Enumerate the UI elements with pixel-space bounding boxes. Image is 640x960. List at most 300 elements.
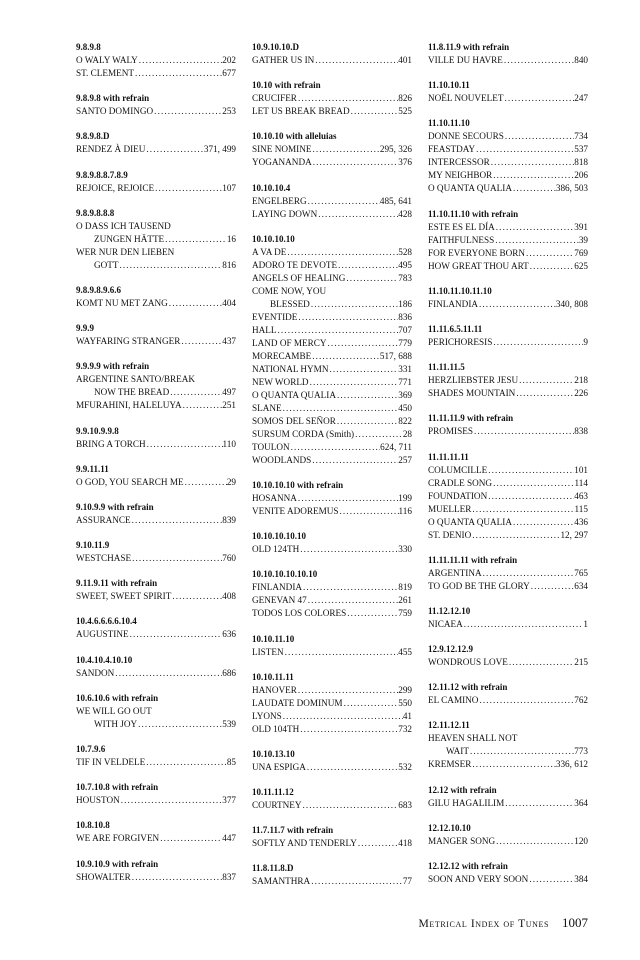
tune-entry: [252, 259, 412, 272]
hymn-number: 261: [398, 595, 412, 606]
hymn-number: 186: [398, 298, 412, 309]
dot-leader: [336, 389, 398, 402]
dot-leader: [171, 590, 222, 603]
meter-heading: 9.8.9.8.8.8: [76, 207, 115, 218]
dot-leader: [297, 684, 398, 697]
tune-name: O QUANTA QUALIA: [252, 389, 336, 400]
dot-leader: [504, 130, 574, 143]
meter-heading: 10.10.13.10: [252, 748, 295, 759]
meter-group: [76, 743, 236, 769]
dot-leader: [131, 871, 222, 884]
tune-entry: [428, 247, 588, 260]
dot-leader: [343, 697, 399, 710]
tune-name: BRING A TORCH: [76, 438, 146, 449]
tune-entry: [76, 335, 236, 348]
tune-name: OLD 124TH: [252, 544, 300, 555]
hymn-number: 115: [574, 503, 588, 514]
meter-group: [428, 784, 588, 810]
tune-entry: [252, 105, 412, 118]
tune-name: KOMT NU MET ZANG: [76, 297, 168, 308]
tune-entry: [252, 837, 412, 850]
meter-group: [76, 41, 236, 80]
meter-group: [252, 568, 412, 620]
tune-entry: [76, 552, 236, 565]
tune-name: ASSURANCE: [76, 514, 131, 525]
meter-heading: 10.8.10.8: [76, 820, 110, 831]
hymn-number: 218: [574, 375, 588, 386]
tune-entry: [252, 875, 412, 888]
tune-name: RENDEZ À DIEU: [76, 144, 146, 155]
tune-name: NEW WORLD: [252, 376, 309, 387]
dot-leader: [297, 492, 398, 505]
dot-leader: [504, 797, 574, 810]
tune-entry: [76, 756, 236, 769]
section-title: Metrical Index of Tunes: [418, 917, 550, 930]
dot-leader: [311, 143, 379, 156]
tune-entry: [428, 580, 588, 593]
meter-group: [76, 539, 236, 565]
tune-entry: [252, 581, 412, 594]
dot-leader: [490, 156, 574, 169]
tune-name: ARGENTINE SANTO/BREAK: [76, 374, 196, 385]
tune-name: NATIONAL HYMN: [252, 363, 329, 374]
tune-name: DONNE SECOURS: [428, 131, 504, 142]
meter-group: [76, 169, 236, 195]
tune-entry: [252, 543, 412, 556]
hymn-number: 401: [398, 55, 412, 65]
hymn-number: 819: [398, 582, 412, 593]
page-number: 1007: [562, 915, 588, 930]
dot-leader: [297, 311, 398, 324]
tune-entry: [428, 529, 588, 542]
dot-leader: [306, 761, 398, 774]
meter-group: [76, 858, 236, 884]
dot-leader: [134, 67, 222, 80]
tune-entry: [252, 92, 412, 105]
tune-name: COURTNEY: [252, 800, 302, 811]
tune-entry: [252, 428, 412, 441]
tune-name: WE ARE FORGIVEN: [76, 833, 160, 844]
meter-heading: 10.10.10.10.10.10: [252, 569, 318, 580]
tune-entry: [76, 373, 236, 386]
hymn-number: 404: [222, 297, 236, 308]
dot-leader: [463, 618, 584, 631]
tune-entry: [76, 220, 236, 233]
hymn-number: 447: [222, 833, 236, 844]
tune-name: OLD 104TH: [252, 723, 300, 734]
tune-name: WER NUR DEN LIEBEN: [76, 246, 175, 257]
dot-leader: [487, 464, 574, 477]
tune-entry: [252, 337, 412, 350]
hymn-number: 336, 612: [555, 759, 588, 770]
tune-name: FOUNDATION: [428, 490, 488, 501]
dot-leader: [487, 490, 574, 503]
hymn-number: 340, 808: [555, 298, 588, 309]
hymn-number: 41: [402, 710, 412, 721]
meter-group: [428, 117, 588, 195]
dot-leader: [525, 247, 574, 260]
meter-group: [252, 748, 412, 774]
hymn-number: 624, 711: [380, 441, 412, 452]
hymn-number: 822: [398, 415, 412, 426]
hymn-number: 253: [222, 106, 236, 117]
tune-entry: [428, 567, 588, 580]
hymn-number: 371, 499: [203, 144, 236, 155]
tune-entry: [428, 92, 588, 105]
dot-leader: [478, 694, 574, 707]
tune-entry: [428, 374, 588, 387]
tune-entry: [252, 376, 412, 389]
dot-leader: [182, 399, 223, 412]
hymn-number: 779: [398, 337, 412, 348]
dot-leader: [284, 646, 399, 659]
hymn-number: 29: [226, 476, 236, 487]
tune-name: MORECAMBE: [252, 350, 312, 361]
dot-leader: [495, 835, 574, 848]
meter-group: [76, 360, 236, 412]
hymn-number: 377: [222, 795, 236, 806]
tune-entry: [252, 646, 412, 659]
tune-name: SHOWALTER: [76, 871, 131, 882]
dot-leader: [327, 337, 399, 350]
tune-entry: [252, 208, 412, 221]
dot-leader: [129, 628, 223, 641]
tune-entry: [428, 797, 588, 810]
dot-leader: [354, 428, 403, 441]
tune-entry: [252, 710, 412, 723]
tune-entry: [428, 336, 588, 349]
dot-leader: [146, 438, 223, 451]
tune-name: TODOS LOS COLORES: [252, 608, 347, 619]
hymn-number: 839: [222, 514, 236, 525]
tune-name: FINLANDIA: [252, 582, 303, 593]
tune-entry: [76, 514, 236, 527]
tune-name: MANGER SONG: [428, 835, 496, 846]
dot-leader: [469, 745, 574, 758]
meter-group: [428, 822, 588, 848]
tune-entry: [76, 476, 236, 489]
meter-group: [76, 819, 236, 845]
tune-name: O WALY WALY: [76, 55, 138, 65]
tune-entry: [252, 492, 412, 505]
meter-group: [76, 654, 236, 680]
meter-heading: 11.11.11.11: [428, 451, 469, 462]
dot-leader: [286, 246, 398, 259]
hymn-number: 120: [574, 835, 588, 846]
dot-leader: [164, 233, 227, 246]
tune-entry: [428, 54, 588, 67]
meter-group: [428, 719, 588, 771]
tune-name: HERZLIEBSTER JESU: [428, 375, 519, 386]
tune-name: SLANE: [252, 402, 282, 413]
dot-leader: [119, 259, 223, 272]
tune-entry: [76, 246, 236, 259]
tune-name: ST. CLEMENT: [76, 68, 135, 78]
tune-entry: [76, 718, 236, 731]
dot-leader: [131, 514, 223, 527]
meter-heading: 9.9.11.11: [76, 463, 109, 474]
dot-leader: [478, 298, 556, 311]
hymn-number: 215: [574, 657, 588, 668]
tune-entry: [252, 363, 412, 376]
tune-entry: [76, 628, 236, 641]
tune-name: HOSANNA: [252, 492, 297, 503]
hymn-number: 295, 326: [379, 144, 412, 155]
hymn-number: 818: [574, 157, 588, 168]
tune-name: REJOICE, REJOICE: [76, 182, 155, 193]
tune-name: WOODLANDS: [252, 454, 312, 465]
tune-entry: [428, 387, 588, 400]
meter-group: [252, 786, 412, 812]
meter-group: [428, 451, 588, 542]
meter-heading: 10.6.10.6 with refrain: [76, 692, 159, 703]
meter-group: [76, 781, 236, 807]
dot-leader: [503, 54, 574, 67]
tune-name: ST. DENIO: [428, 529, 472, 540]
tune-name: O QUANTA QUALIA: [428, 516, 512, 527]
hymn-number: 299: [398, 684, 412, 695]
tune-entry: [252, 350, 412, 363]
hymn-number: 836: [398, 311, 412, 322]
tune-entry: [252, 594, 412, 607]
dot-leader: [311, 350, 380, 363]
tune-entry: [252, 454, 412, 467]
dot-leader: [492, 336, 583, 349]
tune-name: SOON AND VERY SOON: [428, 874, 529, 884]
dot-leader: [159, 832, 222, 845]
tune-name: WAIT: [446, 746, 469, 757]
tune-entry: [76, 105, 236, 118]
tune-entry: [428, 169, 588, 182]
meter-group: [76, 692, 236, 731]
hymn-number: 369: [398, 389, 412, 400]
tune-name: SANTO DOMINGO: [76, 106, 154, 117]
dot-leader: [494, 234, 579, 247]
meter-group: [76, 322, 236, 348]
meter-group: [252, 633, 412, 659]
hymn-number: 625: [574, 260, 588, 271]
dot-leader: [311, 454, 398, 467]
hymn-number: 636: [222, 629, 236, 640]
tune-name: WESTCHASE: [76, 553, 132, 564]
tune-entry: [428, 873, 588, 886]
hymn-number: 28: [402, 428, 412, 439]
tune-name: ADORO TE DEVOTE: [252, 259, 338, 270]
dot-leader: [492, 477, 574, 490]
hymn-number: 537: [574, 144, 588, 155]
dot-leader: [495, 221, 574, 234]
tune-entry: [428, 835, 588, 848]
dot-leader: [282, 402, 399, 415]
meter-heading: 11.10.11.10 with refrain: [428, 208, 519, 219]
tune-entry: [76, 54, 236, 67]
dot-leader: [301, 799, 398, 812]
tune-name: GOTT: [94, 259, 119, 270]
index-column: [76, 41, 236, 901]
tune-name: PROMISES: [428, 426, 473, 437]
hymn-number: 16: [226, 233, 236, 244]
dot-leader: [154, 182, 222, 195]
meter-heading: 9.8.9.8 with refrain: [76, 93, 150, 104]
hymn-number: 39: [578, 234, 588, 245]
tune-name: NOW THE BREAD: [94, 387, 170, 398]
meter-heading: 10.9.10.9 with refrain: [76, 858, 159, 869]
meter-heading: 10.11.11.12: [252, 787, 294, 798]
dot-leader: [475, 143, 574, 156]
meter-heading: 10.10.10.4: [252, 182, 291, 193]
meter-heading: 9.8.9.8: [76, 42, 101, 52]
dot-leader: [339, 505, 399, 518]
tune-name: ARGENTINA: [428, 567, 482, 578]
meter-heading: 10.4.10.4.10.10: [76, 654, 133, 665]
dot-leader: [345, 272, 398, 285]
hymn-number: 408: [222, 591, 236, 602]
hymn-number: 107: [222, 182, 236, 193]
hymn-number: 418: [398, 838, 412, 849]
hymn-number: 634: [574, 580, 588, 591]
meter-group: [428, 41, 588, 67]
meter-heading: 12.12 with refrain: [428, 784, 497, 795]
dot-leader: [530, 580, 574, 593]
tune-name: FAITHFULNESS: [428, 234, 495, 245]
dot-leader: [314, 54, 398, 67]
tune-name: SANDON: [76, 667, 115, 678]
meter-group: [428, 860, 588, 886]
hymn-number: 528: [398, 246, 412, 257]
dot-leader: [515, 387, 574, 400]
hymn-number: 85: [226, 757, 236, 767]
meter-heading: 11.7.11.7 with refrain: [252, 825, 334, 836]
tune-entry: [252, 195, 412, 208]
tune-entry: [252, 505, 412, 518]
tune-entry: [76, 67, 236, 80]
hymn-number: 247: [574, 93, 588, 104]
hymn-number: 450: [398, 402, 412, 413]
hymn-number: 732: [398, 723, 412, 734]
tune-name: A VA DE: [252, 246, 287, 257]
tune-entry: [428, 516, 588, 529]
tune-name: ESTE ES EL DÍA: [428, 221, 495, 232]
tune-name: LET US BREAK BREAD: [252, 106, 350, 117]
tune-name: WAYFARING STRANGER: [76, 336, 181, 347]
index-column: [252, 41, 412, 901]
dot-leader: [184, 476, 227, 489]
hymn-number: 116: [398, 505, 412, 516]
meter-heading: 11.11.6.5.11.11: [428, 323, 483, 334]
dot-leader: [529, 260, 574, 273]
dot-leader: [310, 298, 398, 311]
tune-entry: [252, 54, 412, 67]
tune-name: HEAVEN SHALL NOT: [428, 733, 518, 744]
hymn-number: 251: [222, 400, 236, 411]
dot-leader: [350, 105, 399, 118]
hymn-number: 428: [398, 208, 412, 219]
tune-name: FINLANDIA: [428, 298, 479, 309]
meter-group: [252, 530, 412, 556]
tune-name: O GOD, YOU SEARCH ME: [76, 476, 184, 487]
tune-entry: [428, 143, 588, 156]
tune-name: YOGANANDA: [252, 157, 312, 168]
hymn-number: 769: [574, 247, 588, 258]
hymn-number: 455: [398, 646, 412, 657]
meter-group: [76, 284, 236, 310]
hymn-number: 463: [574, 490, 588, 501]
meter-group: [76, 501, 236, 527]
hymn-number: 391: [574, 221, 588, 232]
dot-leader: [299, 723, 398, 736]
hymn-number: 683: [398, 800, 412, 811]
hymn-number: 783: [398, 272, 412, 283]
dot-leader: [328, 363, 398, 376]
meter-heading: 10.10.10.10: [252, 233, 295, 244]
tune-name: TO GOD BE THE GLORY: [428, 580, 530, 591]
tune-entry: [76, 386, 236, 399]
hymn-number: 330: [398, 544, 412, 555]
index-columns: [76, 41, 592, 901]
tune-entry: [252, 402, 412, 415]
dot-leader: [290, 441, 381, 454]
tune-name: LAYING DOWN: [252, 208, 318, 219]
meter-heading: 12.9.12.12.9: [428, 644, 473, 655]
meter-group: [76, 130, 236, 156]
tune-name: GILU HAGALILIM: [428, 797, 505, 808]
dot-leader: [153, 105, 222, 118]
tune-entry: [76, 705, 236, 718]
tune-name: AUGUSTINE: [76, 629, 129, 640]
dot-leader: [346, 607, 398, 620]
meter-heading: 9.9.9.9 with refrain: [76, 361, 150, 372]
tune-entry: [428, 503, 588, 516]
meter-heading: 11.12.12.10: [428, 605, 471, 616]
tune-entry: [428, 732, 588, 745]
hymn-number: 759: [398, 608, 412, 619]
hymn-number: 376: [398, 157, 412, 168]
tune-name: SHADES MOUNTAIN: [428, 388, 516, 399]
meter-group: [76, 207, 236, 272]
dot-leader: [473, 425, 574, 438]
tune-entry: [76, 259, 236, 272]
tune-name: WONDROUS LOVE: [428, 657, 508, 668]
dot-leader: [120, 794, 222, 807]
tune-entry: [76, 297, 236, 310]
tune-entry: [76, 832, 236, 845]
dot-leader: [180, 335, 222, 348]
tune-entry: [76, 667, 236, 680]
meter-heading: 9.10.9.9 with refrain: [76, 501, 154, 512]
hymn-number: 539: [222, 718, 236, 729]
tune-entry: [252, 285, 412, 298]
dot-leader: [137, 718, 222, 731]
meter-group: [428, 605, 588, 631]
tune-entry: [252, 298, 412, 311]
tune-entry: [252, 272, 412, 285]
tune-name: SURSUM CORDA (Smith): [252, 428, 355, 439]
meter-group: [428, 285, 588, 311]
hymn-number: 497: [222, 387, 236, 398]
hymn-number: 386, 503: [555, 183, 588, 194]
meter-group: [252, 671, 412, 736]
dot-leader: [282, 710, 403, 723]
dot-leader: [138, 54, 222, 67]
meter-group: [428, 643, 588, 669]
tune-name: HOUSTON: [76, 795, 120, 806]
tune-entry: [252, 246, 412, 259]
dot-leader: [492, 169, 574, 182]
meter-heading: 11.11.11.11 with refrain: [428, 554, 518, 565]
tune-name: CRADLE SONG: [428, 477, 493, 488]
hymn-number: 110: [222, 438, 236, 449]
page-footer: [418, 915, 588, 931]
